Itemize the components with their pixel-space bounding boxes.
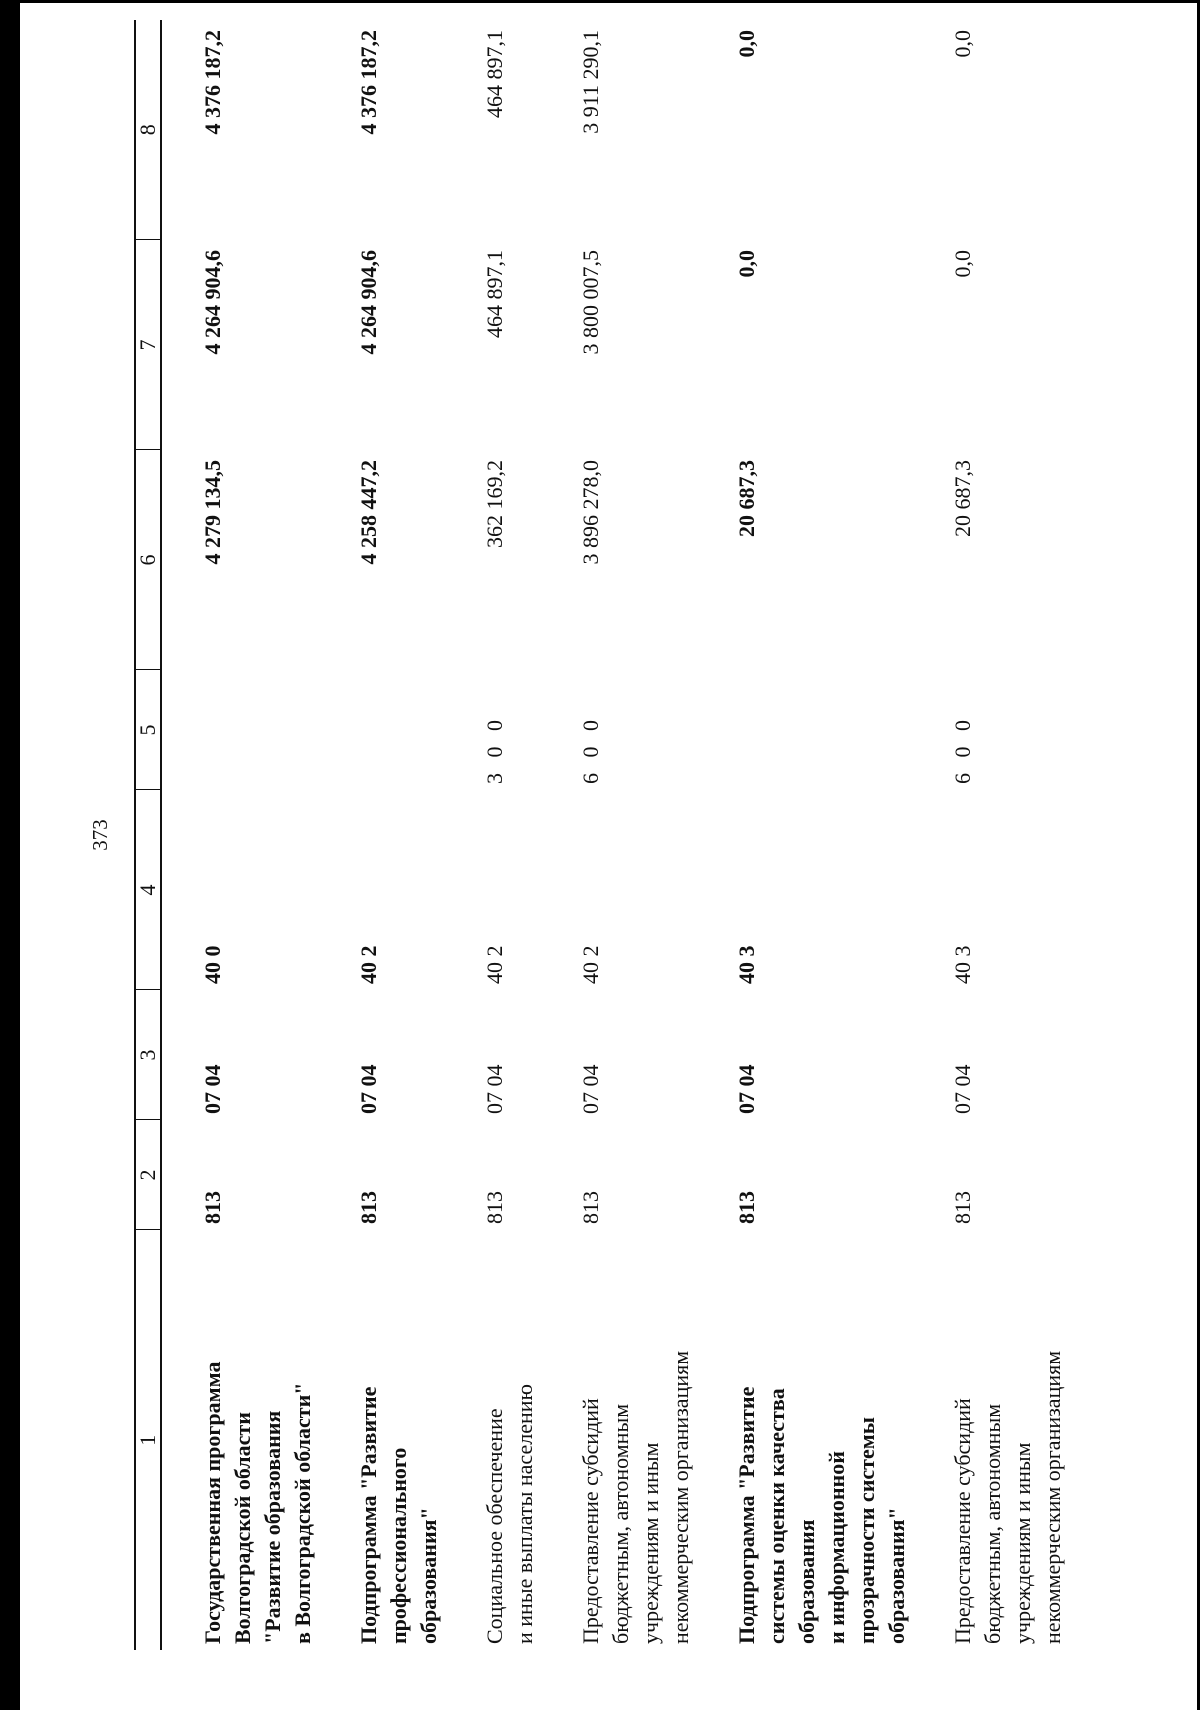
amount-col7-cell: 3 800 007,5 [578, 250, 603, 355]
amount-col8-cell: 464 897,1 [482, 30, 507, 118]
amount-col6-cell: 4 258 447,2 [356, 460, 381, 565]
row-name-line: Подпрограмма "Развитие [356, 1386, 381, 1644]
program-code-cell: 40 2 [482, 945, 507, 984]
column-header: 1 [135, 1230, 161, 1650]
row-name-line: бюджетным, автономным [608, 1403, 633, 1644]
row-name-line: учреждениям и иным [638, 1442, 663, 1644]
row-name-cell [348, 1230, 444, 1650]
page-number: 373 [88, 819, 112, 851]
section-code-cell: 07 04 [950, 1064, 975, 1114]
section-code-cell: 07 04 [734, 1064, 759, 1114]
row-name-line: Социальное обеспечение [482, 1408, 507, 1644]
row-name-line: некоммерческим организациям [668, 1350, 693, 1644]
amount-col6-cell: 3 896 278,0 [578, 460, 603, 565]
scan-edge-top [0, 0, 1200, 3]
row-spacer [912, 20, 942, 1650]
amount-col6-cell: 362 169,2 [482, 460, 507, 548]
row-name-line: образования" [416, 1507, 441, 1644]
amount-col7-cell: 0,0 [734, 250, 759, 278]
amount-col7-cell: 0,0 [950, 250, 975, 278]
column-header: 6 [135, 450, 161, 670]
row-spacer [540, 20, 570, 1650]
row-spacer-cell [161, 20, 192, 1650]
amount-col8-cell: 4 376 187,2 [356, 30, 381, 135]
section-code-cell: 07 04 [200, 1064, 225, 1114]
program-code-cell: 40 2 [578, 945, 603, 984]
amount-col8-cell: 0,0 [734, 30, 759, 58]
table-row [942, 20, 1068, 1650]
ministry-code-cell: 813 [356, 1191, 381, 1224]
amount-col8-cell: 4 376 187,2 [200, 30, 225, 135]
row-name-line: Государственная программа [200, 1361, 225, 1644]
amount-col7-cell: 4 264 904,6 [356, 250, 381, 355]
program-code-cell: 40 0 [200, 945, 225, 984]
row-spacer [318, 20, 348, 1650]
row-name-line: некоммерческим организациям [1040, 1350, 1065, 1644]
ministry-code-cell: 813 [950, 1191, 975, 1224]
amount-col6-cell: 20 687,3 [950, 460, 975, 537]
ministry-code-cell: 813 [482, 1191, 507, 1224]
row-spacer [696, 20, 726, 1650]
expense-type-cell: 3 0 0 [482, 715, 507, 784]
amount-col7-cell: 4 264 904,6 [200, 250, 225, 355]
row-name-cell [942, 1230, 1068, 1650]
row-name-cell [570, 1230, 696, 1650]
column-header: 4 [135, 790, 161, 990]
table-row [474, 20, 540, 1650]
ministry-code-cell: 813 [200, 1191, 225, 1224]
row-spacer-cell [318, 20, 348, 1650]
row-spacer [444, 20, 474, 1650]
row-name-line: Предоставление субсидий [578, 1398, 603, 1644]
row-name-line: системы оценки качества [764, 1388, 789, 1644]
ministry-code-cell: 813 [734, 1191, 759, 1224]
table-row [570, 20, 696, 1650]
row-name-line: Подпрограмма "Развитие [734, 1386, 759, 1644]
row-name-line: "Развитие образования [260, 1410, 285, 1644]
column-header: 5 [135, 670, 161, 790]
program-code-cell: 40 3 [950, 945, 975, 984]
row-spacer-cell [444, 20, 474, 1650]
ministry-code-cell: 813 [578, 1191, 603, 1224]
row-spacer-cell [540, 20, 570, 1650]
table-body [161, 20, 1068, 1650]
row-name-line: бюджетным, автономным [980, 1403, 1005, 1644]
row-name-cell [474, 1230, 540, 1650]
column-header: 8 [135, 20, 161, 240]
row-name-line: в Волгоградской области" [290, 1382, 315, 1644]
table-row [192, 20, 318, 1650]
amount-col6-cell: 20 687,3 [734, 460, 759, 537]
section-code-cell: 07 04 [356, 1064, 381, 1114]
column-header: 3 [135, 990, 161, 1120]
expense-type-cell [348, 670, 444, 790]
row-spacer-cell [912, 20, 942, 1650]
section-code-cell: 07 04 [482, 1064, 507, 1114]
budget-table [134, 20, 1068, 1650]
amount-col8-cell: 0,0 [950, 30, 975, 58]
expense-type-cell [726, 670, 912, 790]
row-name-line: Волгоградской области [230, 1412, 255, 1644]
expense-type-cell [192, 670, 318, 790]
amount-col7-cell: 464 897,1 [482, 250, 507, 338]
row-name-line: образования" [884, 1507, 909, 1644]
row-name-line: Предоставление субсидий [950, 1398, 975, 1644]
table-row [348, 20, 444, 1650]
program-code-cell: 40 3 [734, 945, 759, 984]
column-header: 2 [135, 1120, 161, 1230]
row-name-line: и информационной [824, 1451, 849, 1644]
scan-edge-left [0, 0, 20, 1710]
column-header: 7 [135, 240, 161, 450]
row-name-line: и иные выплаты населению [512, 1384, 537, 1644]
expense-type-cell: 6 0 0 [578, 715, 603, 784]
section-code-cell: 07 04 [578, 1064, 603, 1114]
rotated-page [88, 20, 1065, 1650]
row-name-line: прозрачности системы [854, 1417, 879, 1644]
header-row [135, 20, 161, 1650]
table-row [726, 20, 912, 1650]
row-name-cell [192, 1230, 318, 1650]
amount-col6-cell: 4 279 134,5 [200, 460, 225, 565]
program-code-cell: 40 2 [356, 945, 381, 984]
expense-type-cell: 6 0 0 [950, 715, 975, 784]
row-spacer [161, 20, 192, 1650]
row-name-line: образования [794, 1519, 819, 1644]
row-name-line: профессионального [386, 1447, 411, 1644]
row-name-cell [726, 1230, 912, 1650]
amount-col8-cell: 3 911 290,1 [578, 30, 603, 134]
row-spacer-cell [696, 20, 726, 1650]
row-name-line: учреждениям и иным [1010, 1442, 1035, 1644]
